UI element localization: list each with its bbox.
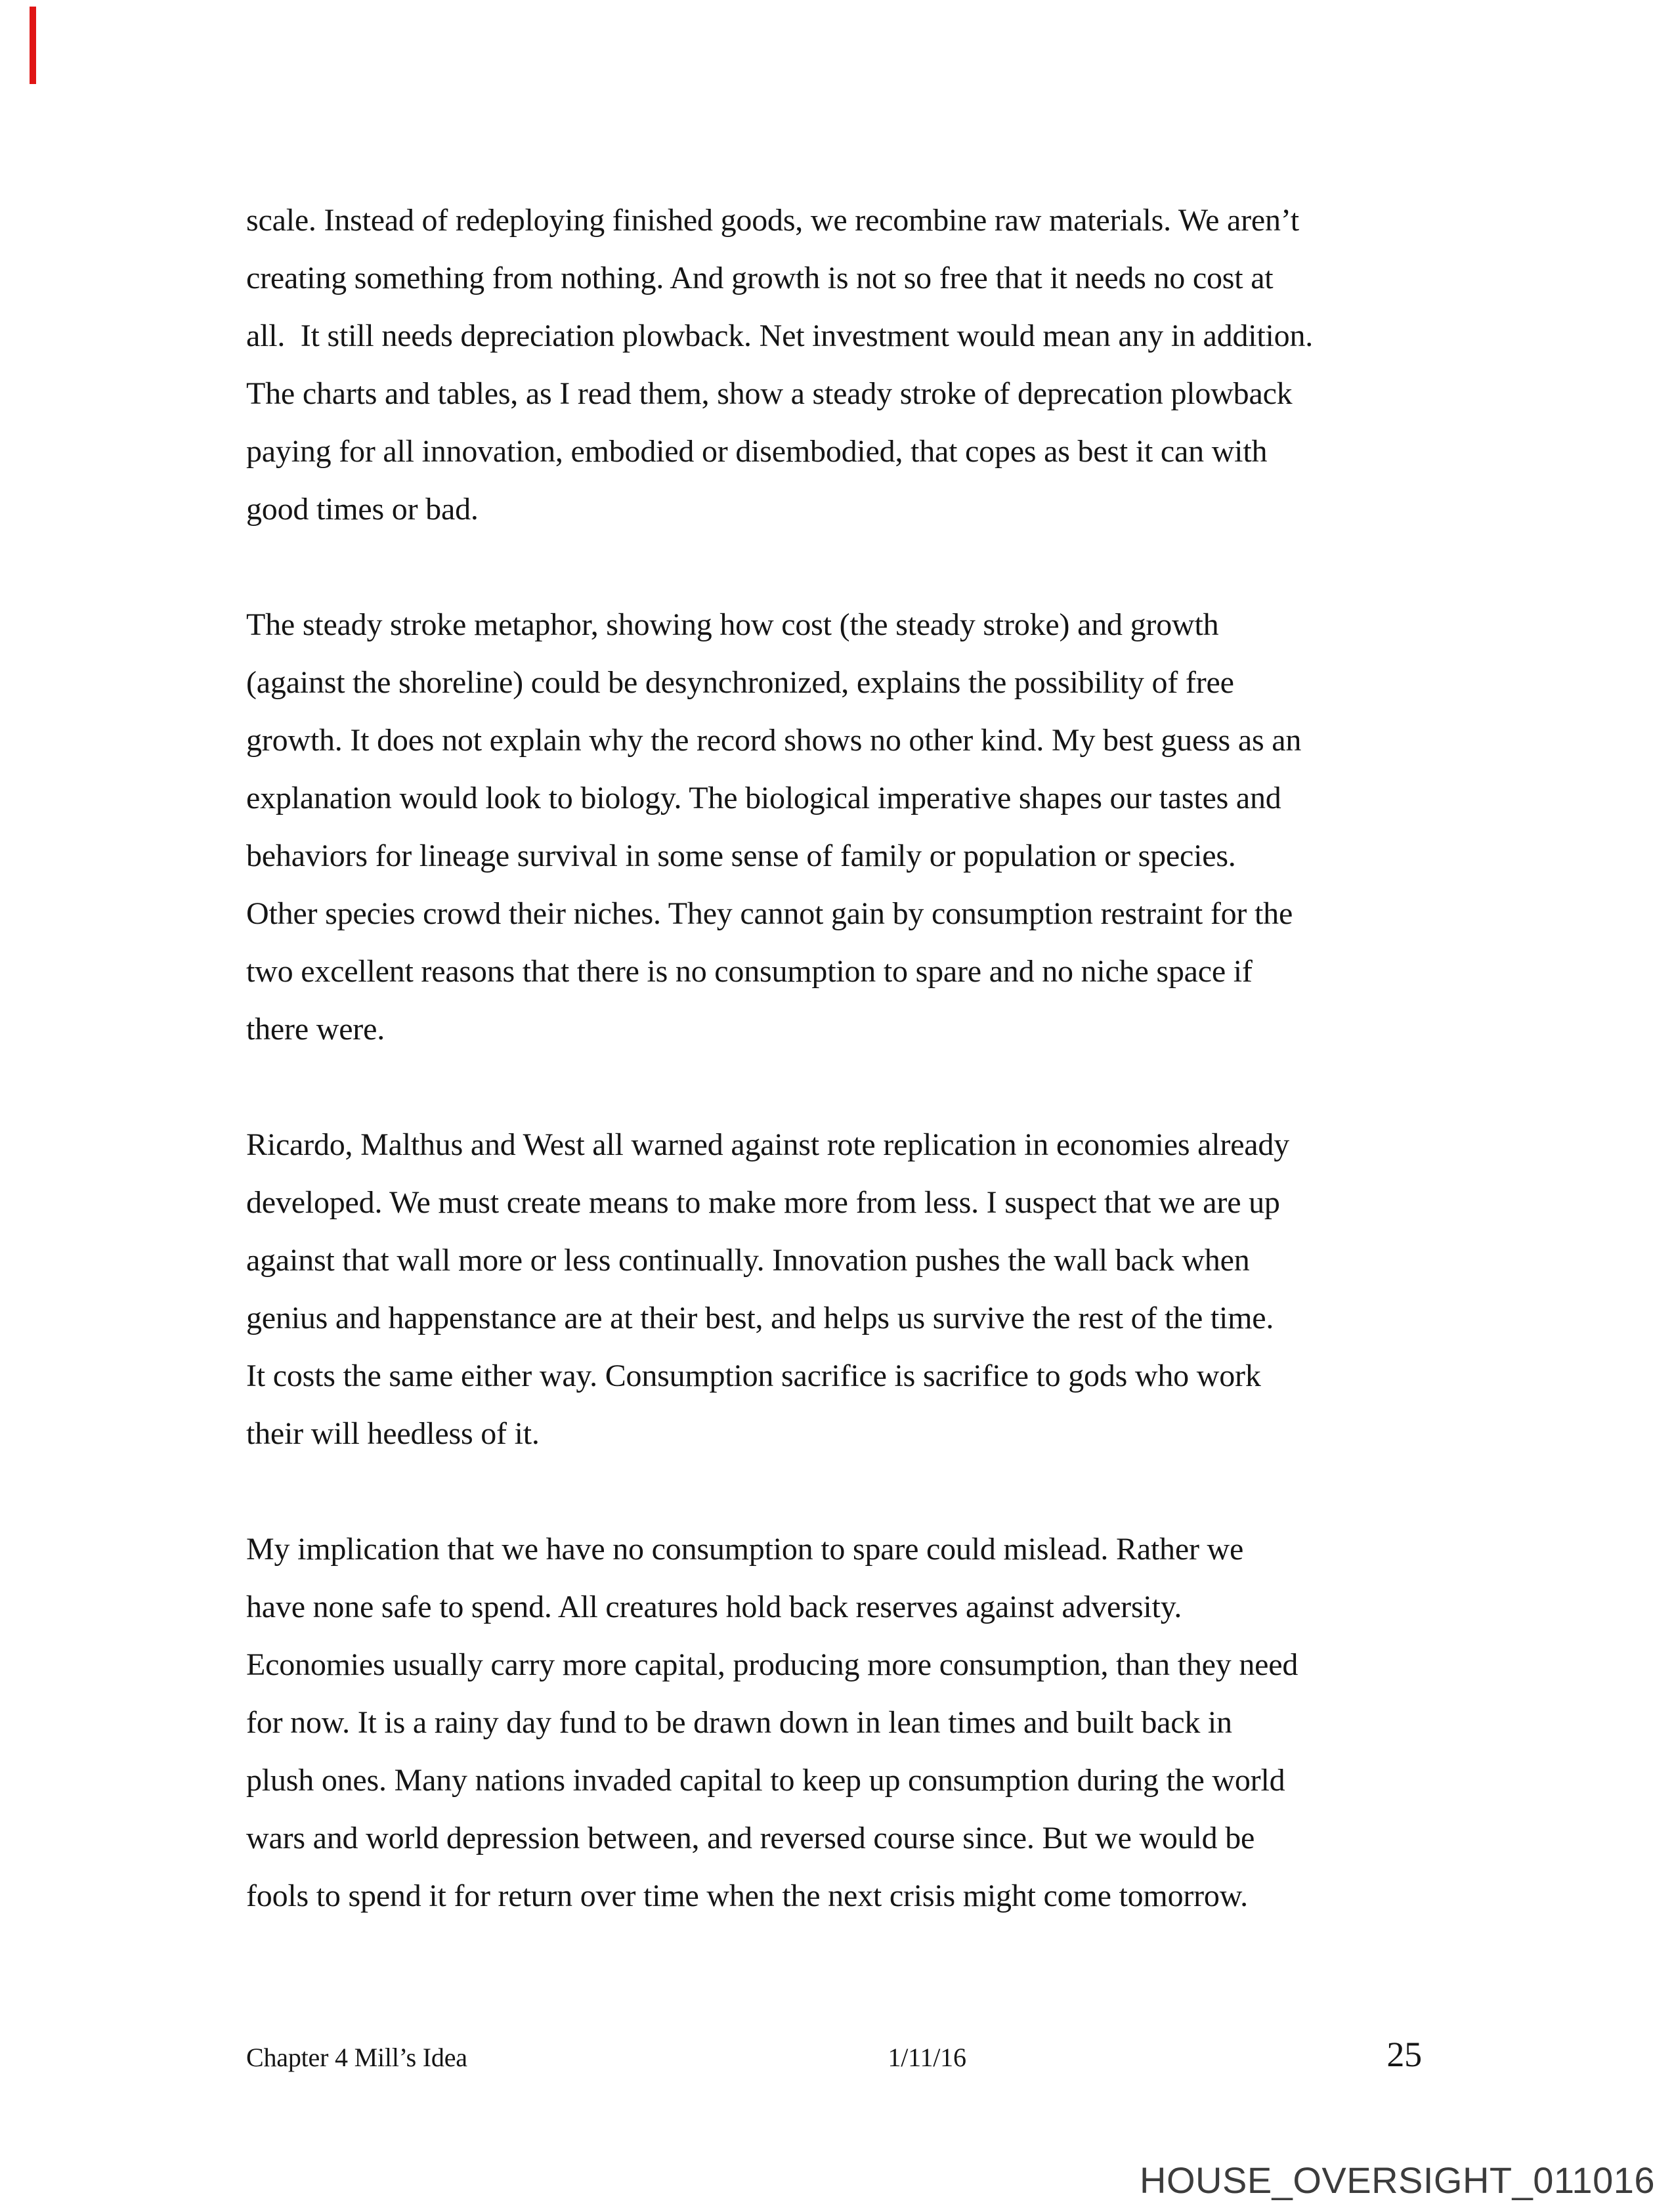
text-line: for now. It is a rainy day fund to be drawn down in lean times and built back in (246, 1705, 1232, 1740)
paragraph (246, 192, 1438, 538)
text-line: all. It still needs depreciation plowback. Net investment would mean any in addition. (246, 318, 1314, 353)
text-line: Ricardo, Malthus and West all warned against rote replication in economies already (246, 1127, 1289, 1162)
paragraph (246, 596, 1438, 1058)
text-line: wars and world depression between, and reversed course since. But we would be (246, 1821, 1255, 1855)
text-line: Economies usually carry more capital, producing more consumption, than they need (246, 1647, 1298, 1682)
document-body (246, 192, 1438, 1925)
text-line: good times or bad. (246, 492, 479, 527)
text-line: explanation would look to biology. The biological imperative shapes our tastes and (246, 781, 1281, 815)
text-line: genius and happenstance are at their best, and helps us survive the rest of the time. (246, 1301, 1274, 1335)
footer-date: 1/11/16 (888, 2043, 966, 2072)
text-line: paying for all innovation, embodied or disembodied, that copes as best it can with (246, 434, 1268, 469)
page-footer (246, 2034, 1422, 2075)
text-line: two excellent reasons that there is no consumption to spare and no niche space if (246, 954, 1253, 989)
text-line: It costs the same either way. Consumption sacrifice is sacrifice to gods who work (246, 1358, 1261, 1393)
footer-chapter-label: Chapter 4 Mill’s Idea (246, 2043, 467, 2072)
text-line: Other species crowd their niches. They cannot gain by consumption restraint for the (246, 896, 1293, 931)
text-line: against that wall more or less continually. Innovation pushes the wall back when (246, 1243, 1250, 1278)
oversight-watermark: HOUSE_OVERSIGHT_011016 (1140, 2159, 1655, 2201)
text-line: behaviors for lineage survival in some sense of family or population or species. (246, 838, 1236, 873)
text-line: The charts and tables, as I read them, show a steady stroke of deprecation plowback (246, 376, 1293, 411)
red-pen-mark (30, 7, 36, 84)
text-line: fools to spend it for return over time when the next crisis might come tomorrow. (246, 1878, 1248, 1913)
text-line: plush ones. Many nations invaded capital to keep up consumption during the world (246, 1763, 1285, 1798)
text-line: scale. Instead of redeploying finished goods, we recombine raw materials. We aren’t (246, 203, 1299, 238)
text-line: have none safe to spend. All creatures hold back reserves against adversity. (246, 1590, 1182, 1624)
text-line: their will heedless of it. (246, 1416, 540, 1451)
text-line: creating something from nothing. And growth is not so free that it needs no cost at (246, 261, 1274, 295)
text-line: developed. We must create means to make more from less. I suspect that we are up (246, 1185, 1280, 1220)
paragraph (246, 1116, 1438, 1463)
text-line: The steady stroke metaphor, showing how cost (the steady stroke) and growth (246, 607, 1219, 642)
text-line: there were. (246, 1012, 385, 1047)
text-line: My implication that we have no consumption to spare could mislead. Rather we (246, 1532, 1244, 1567)
footer-page-number: 25 (1386, 2035, 1422, 2074)
paragraph (246, 1521, 1438, 1925)
text-line: growth. It does not explain why the record shows no other kind. My best guess as an (246, 723, 1302, 758)
text-line: (against the shoreline) could be desynchronized, explains the possibility of free (246, 665, 1234, 700)
